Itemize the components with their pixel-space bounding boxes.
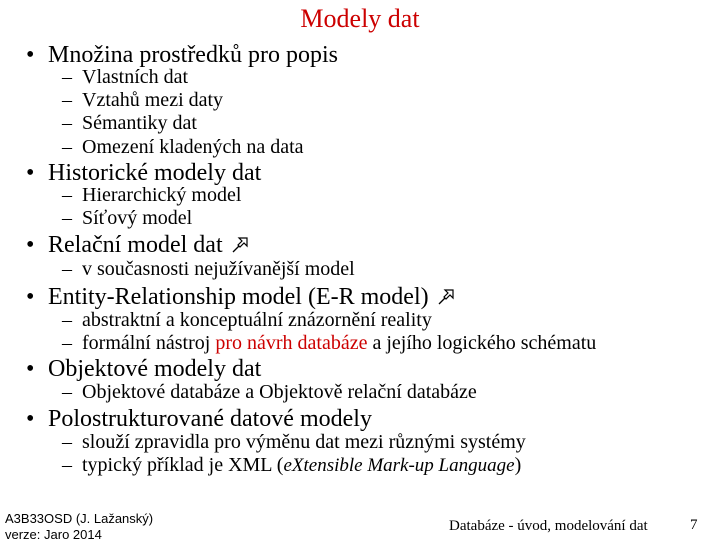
bullet-dot: • <box>26 232 35 258</box>
bullet-1 <box>26 41 338 69</box>
bullet-dot: • <box>26 356 35 382</box>
slide-title: Modely dat <box>300 4 420 33</box>
italic-text: eXtensible Mark-up Language <box>283 455 515 476</box>
bullet-2 <box>26 159 261 187</box>
bullet-3 <box>26 231 251 259</box>
sub-item-text: Hierarchický model <box>82 184 242 206</box>
sub-item: – Omezení kladených na data <box>62 136 304 158</box>
sub-item: – Síťový model <box>62 207 193 229</box>
sub-item-text: Vlastních dat <box>82 66 189 88</box>
sub-item-text: formální nástroj <box>82 332 216 354</box>
sub-item: – Vlastních dat <box>62 66 189 88</box>
footer-version: verze: Jaro 2014 <box>5 527 102 542</box>
sub-item: – typický příklad je XML (eXtensible Mark-up Language) <box>62 454 522 476</box>
sub-item: – Vztahů mezi daty <box>62 89 224 111</box>
sub-item: – Hierarchický model <box>62 184 242 206</box>
footer-topic: Databáze - úvod, modelování dat <box>449 518 648 534</box>
bullet-6-text: Polostrukturované datové modely <box>48 406 372 432</box>
sub-item: – abstraktní a konceptuální znázornění reality <box>62 309 432 331</box>
sub-item: – slouží zpravidla pro výměnu dat mezi různými systémy <box>62 431 526 453</box>
bullet-dot: • <box>26 284 35 310</box>
page-number: 7 <box>690 517 698 533</box>
sub-item-text: ) <box>514 454 522 476</box>
bullet-4 <box>26 283 457 311</box>
link-arrow-icon[interactable] <box>231 234 251 254</box>
sub-item-text: Síťový model <box>82 207 193 229</box>
sub-item: – Objektové databáze a Objektově relační databáze <box>62 381 477 403</box>
sub-item-text: typický příklad je XML ( <box>82 454 284 476</box>
bullet-1-text: Množina prostředků pro popis <box>48 42 338 68</box>
bullet-dot: • <box>26 406 35 432</box>
bullet-5-text: Objektové modely dat <box>48 356 262 382</box>
sub-item: – v současnosti nejužívanější model <box>62 258 355 280</box>
sub-item-text: slouží zpravidla pro výměnu dat mezi různými systémy <box>82 431 526 453</box>
sub-item-text: abstraktní a konceptuální znázornění reality <box>82 309 432 331</box>
bullet-dot: • <box>26 42 35 68</box>
sub-item-text: Vztahů mezi daty <box>82 89 224 111</box>
bullet-5 <box>26 355 261 383</box>
sub-item-text: a jejího logického schématu <box>367 332 597 354</box>
bullet-6 <box>26 405 372 433</box>
bullet-4-text: Entity-Relationship model (E-R model) <box>48 284 429 310</box>
highlighted-text: pro návrh databáze <box>215 332 368 354</box>
link-arrow-icon[interactable] <box>437 286 457 306</box>
sub-item: – formální nástroj pro návrh databáze a jejího logického schématu <box>62 332 597 354</box>
sub-item: – Sémantiky dat <box>62 112 197 134</box>
sub-item-text: v současnosti nejužívanější model <box>82 258 355 280</box>
sub-item-text: Sémantiky dat <box>82 112 197 134</box>
bullet-dot: • <box>26 160 35 186</box>
bullet-3-text: Relační model dat <box>48 232 223 258</box>
sub-item-text: Objektové databáze a Objektově relační databáze <box>82 381 477 403</box>
bullet-2-text: Historické modely dat <box>48 160 262 186</box>
sub-item-text: Omezení kladených na data <box>82 136 304 158</box>
footer-course: A3B33OSD (J. Lažanský) <box>5 511 154 526</box>
footer-credits <box>5 511 153 543</box>
